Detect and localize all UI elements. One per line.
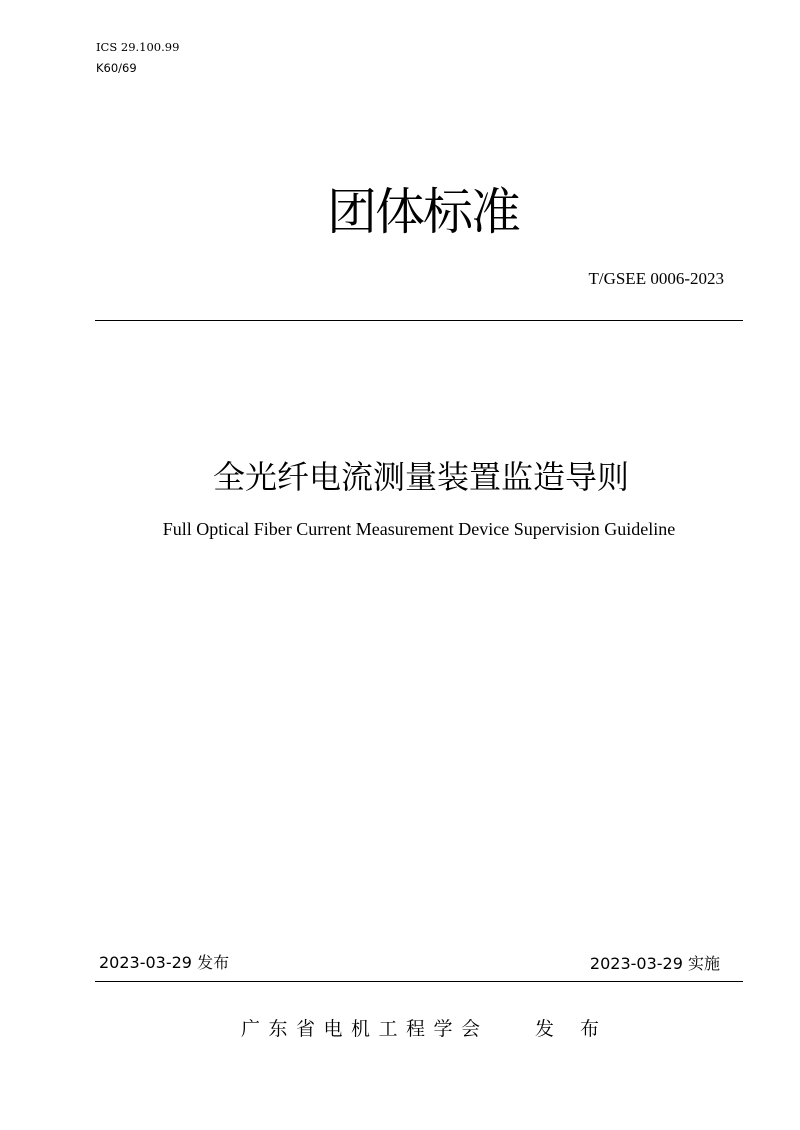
classification-code: K60/69 <box>96 61 137 75</box>
ics-code: ICS 29.100.99 <box>96 40 180 54</box>
bottom-divider <box>95 981 743 982</box>
implement-date: 2023-03-29 实施 <box>589 954 720 973</box>
publish-date: 2023-03-29 发布 <box>99 953 230 972</box>
standard-category-title: 团体标准 <box>327 183 519 241</box>
document-title-zh: 全光纤电流测量装置监造导则 <box>212 458 629 496</box>
top-divider <box>95 320 743 321</box>
publishing-organization: 广东省电机工程学会 <box>241 1018 489 1040</box>
publish-label: 发 布 <box>535 1018 610 1040</box>
document-title-en: Full Optical Fiber Current Measurement Device Supervision Guideline <box>162 519 676 539</box>
standard-number: T/GSEE 0006-2023 <box>588 269 724 288</box>
